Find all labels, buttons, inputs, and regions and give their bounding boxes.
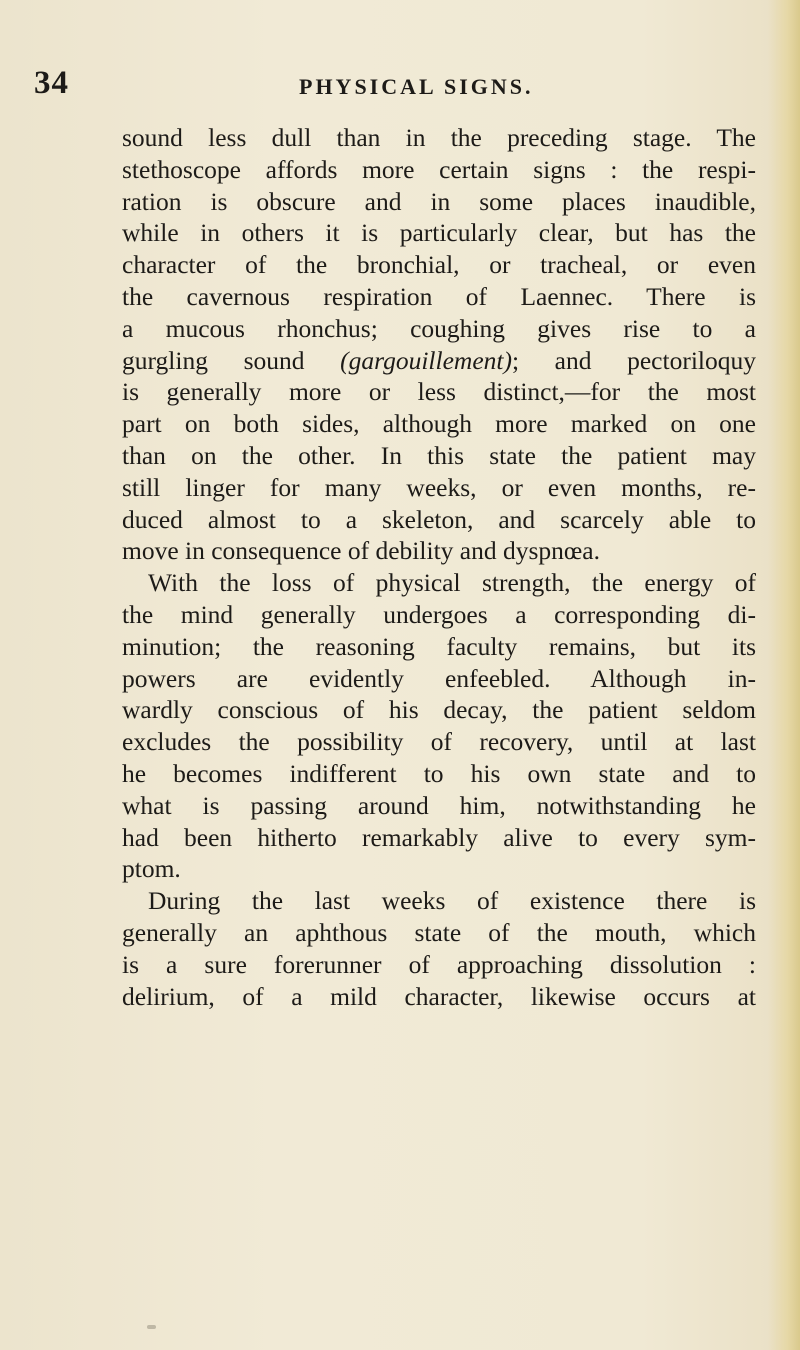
paragraph-first-line: With the loss of physical strength, the energy of	[148, 568, 756, 598]
body-text	[122, 122, 756, 1012]
text-segment: gurgling sound	[122, 345, 341, 375]
text-line: he becomes indifferent to his own state and to	[122, 758, 756, 788]
text-line: character of the bronchial, or tracheal, or even	[122, 250, 756, 280]
page-number: 34	[34, 65, 69, 101]
text-line: powers are evidently enfeebled. Although in-	[122, 663, 756, 693]
paper-speck	[147, 1325, 156, 1329]
italic-term: (gargouillement)	[340, 345, 512, 375]
text-line: the cavernous respiration of Laennec. There is	[122, 281, 756, 311]
text-line: had been hitherto remarkably alive to every sym-	[122, 822, 756, 852]
text-line-with-italic	[122, 345, 756, 377]
text-line: minution; the reasoning faculty remains, but its	[122, 631, 756, 661]
text-line: generally an aphthous state of the mouth, which	[122, 917, 756, 947]
text-line: is generally more or less distinct,—for the most	[122, 377, 756, 407]
text-line: is a sure forerunner of approaching dissolution :	[122, 949, 756, 979]
text-line: still linger for many weeks, or even months, re-	[122, 472, 756, 502]
text-segment: ; and pectoriloquy	[511, 345, 756, 375]
text-line: what is passing around him, notwithstanding he	[122, 790, 756, 820]
running-head	[0, 64, 800, 104]
text-line: ptom.	[122, 854, 181, 884]
text-line: excludes the possibility of recovery, until at last	[122, 727, 756, 757]
text-line: than on the other. In this state the patient may	[122, 440, 756, 470]
text-line: stethoscope affords more certain signs : the respi-	[122, 154, 756, 184]
text-line: part on both sides, although more marked on one	[122, 409, 756, 439]
text-line: ration is obscure and in some places inaudible,	[122, 186, 756, 216]
paragraph-first-line: During the last weeks of existence there is	[148, 886, 756, 916]
page-edge-discoloration	[768, 0, 800, 1350]
text-line: move in consequence of debility and dyspnœa.	[122, 536, 601, 566]
text-line: while in others it is particularly clear, but has the	[122, 218, 756, 248]
text-line: sound less dull than in the preceding stage. The	[122, 123, 756, 152]
text-line: delirium, of a mild character, likewise occurs at	[122, 981, 756, 1011]
text-line: wardly conscious of his decay, the patient seldom	[122, 695, 756, 725]
text-line: duced almost to a skeleton, and scarcely able to	[122, 504, 756, 534]
running-title: PHYSICAL SIGNS.	[299, 74, 534, 99]
text-line: the mind generally undergoes a corresponding di-	[122, 599, 756, 629]
text-line: a mucous rhonchus; coughing gives rise to a	[122, 313, 756, 343]
